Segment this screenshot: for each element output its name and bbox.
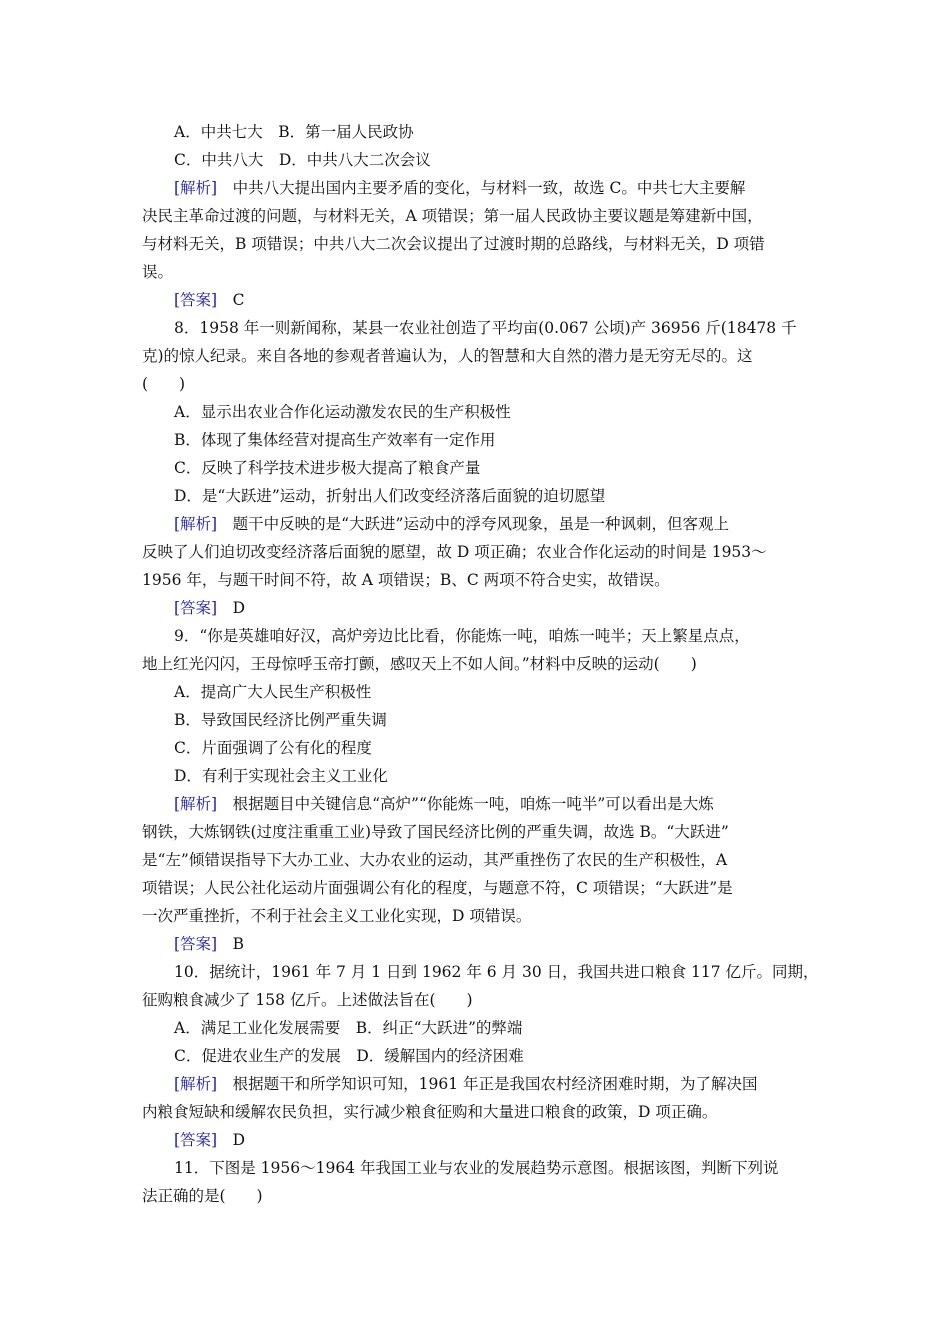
- q8-option-c: C．反映了科学技术进步极大提高了粮食产量: [174, 459, 481, 477]
- q9-option-c: C．片面强调了公有化的程度: [174, 739, 372, 757]
- analysis-tag: [解析]: [174, 1075, 218, 1093]
- q10-stem-line-2: 征购粮食减少了 158 亿斤。上述做法旨在( ): [142, 991, 473, 1009]
- q10-options-cd: C．促进农业生产的发展 D．缓解国内的经济困难: [174, 1047, 524, 1065]
- q7-analysis-line-2: 决民主革命过渡的问题，与材料无关，A 项错误；第一届人民政协主要议题是筹建新中国，: [142, 207, 763, 225]
- q7-options-ab: A．中共七大 B．第一届人民政协: [174, 123, 414, 141]
- analysis-tag: [解析]: [174, 515, 218, 533]
- q9-option-d: D．有利于实现社会主义工业化: [174, 767, 388, 785]
- analysis-tag: [解析]: [174, 179, 218, 197]
- q7-analysis-line-3: 与材料无关，B 项错误；中共八大二次会议提出了过渡时期的总路线，与材料无关，D 项错: [142, 235, 765, 253]
- q8-analysis-line-2: 反映了人们迫切改变经济落后面貌的愿望，故 D 项正确；农业合作化运动的时间是 1953～: [142, 543, 767, 561]
- q9-analysis-line-3: 是“左”倾错误指导下大办工业、大办农业的运动，其严重挫伤了农民的生产积极性，A: [142, 851, 728, 869]
- q10-answer: [答案] D: [174, 1131, 246, 1149]
- answer-tag: [答案]: [174, 935, 218, 953]
- q8-stem-line-1: 8．1958 年一则新闻称，某县一农业社创造了平均亩(0.067 公顷)产 36956 斤(18478 千: [174, 319, 797, 337]
- analysis-tag: [解析]: [174, 795, 218, 813]
- q8-option-a: A．显示出农业合作化运动激发农民的生产积极性: [174, 403, 511, 421]
- q11-stem-line-2: 法正确的是( ): [142, 1187, 263, 1205]
- q8-stem-line-2: 克)的惊人纪录。来自各地的参观者普遍认为，人的智慧和大自然的潜力是无穷无尽的。这: [142, 347, 753, 365]
- q10-stem-line-1: 10．据统计，1961 年 7 月 1 日到 1962 年 6 月 30 日，我国共进口粮食 117 亿斤。同期，: [174, 963, 819, 981]
- q9-option-a: A．提高广大人民生产积极性: [174, 683, 372, 701]
- q9-stem-line-2: 地上红光闪闪，王母惊呼玉帝打颤，感叹天上不如人间。”材料中反映的运动( ): [142, 655, 697, 673]
- q10-options-ab: A．满足工业化发展需要 B．纠正“大跃进”的弊端: [174, 1019, 523, 1037]
- q9-stem-line-1: 9．“你是英雄咱好汉，高炉旁边比比看，你能炼一吨，咱炼一吨半；天上繁星点点，: [174, 627, 750, 645]
- q11-stem-line-1: 11．下图是 1956～1964 年我国工业与农业的发展趋势示意图。根据该图，判断下列说: [174, 1159, 779, 1177]
- q7-analysis-line-1: [解析] 中共八大提出国内主要矛盾的变化，与材料一致，故选 C。中共七大主要解: [174, 179, 746, 197]
- q10-analysis-line-1: [解析] 根据题干和所学知识可知，1961 年正是我国农村经济困难时期，为了解决国: [174, 1075, 758, 1093]
- answer-tag: [答案]: [174, 599, 218, 617]
- q8-stem-line-3: ( ): [142, 375, 186, 393]
- q9-analysis-line-5: 一次严重挫折，不利于社会主义工业化实现，D 项错误。: [142, 907, 532, 925]
- q7-options-cd: C．中共八大 D．中共八大二次会议: [174, 151, 431, 169]
- answer-tag: [答案]: [174, 291, 218, 309]
- q7-answer: [答案] C: [174, 291, 245, 309]
- q8-option-d: D．是“大跃进”运动，折射出人们改变经济落后面貌的迫切愿望: [174, 487, 606, 505]
- answer-tag: [答案]: [174, 1131, 218, 1149]
- q7-analysis-line-4: 误。: [142, 263, 174, 281]
- q8-analysis-line-1: [解析] 题干中反映的是“大跃进”运动中的浮夸风现象，虽是一种讽刺，但客观上: [174, 515, 729, 533]
- q9-analysis-line-2: 钢铁，大炼钢铁(过度注重重工业)导致了国民经济比例的严重失调，故选 B。“大跃进”: [142, 823, 729, 841]
- q9-answer: [答案] B: [174, 935, 244, 953]
- q9-analysis-line-4: 项错误；人民公社化运动片面强调公有化的程度，与题意不符，C 项错误；“大跃进”是: [142, 879, 733, 897]
- q8-option-b: B．体现了集体经营对提高生产效率有一定作用: [174, 431, 496, 449]
- q9-analysis-line-1: [解析] 根据题目中关键信息“高炉”“你能炼一吨，咱炼一吨半”可以看出是大炼: [174, 795, 714, 813]
- q9-option-b: B．导致国民经济比例严重失调: [174, 711, 387, 729]
- q10-analysis-line-2: 内粮食短缺和缓解农民负担，实行减少粮食征购和大量进口粮食的政策，D 项正确。: [142, 1103, 718, 1121]
- q8-answer: [答案] D: [174, 599, 246, 617]
- q8-analysis-line-3: 1956 年，与题干时间不符，故 A 项错误；B、C 两项不符合史实，故错误。: [142, 571, 670, 589]
